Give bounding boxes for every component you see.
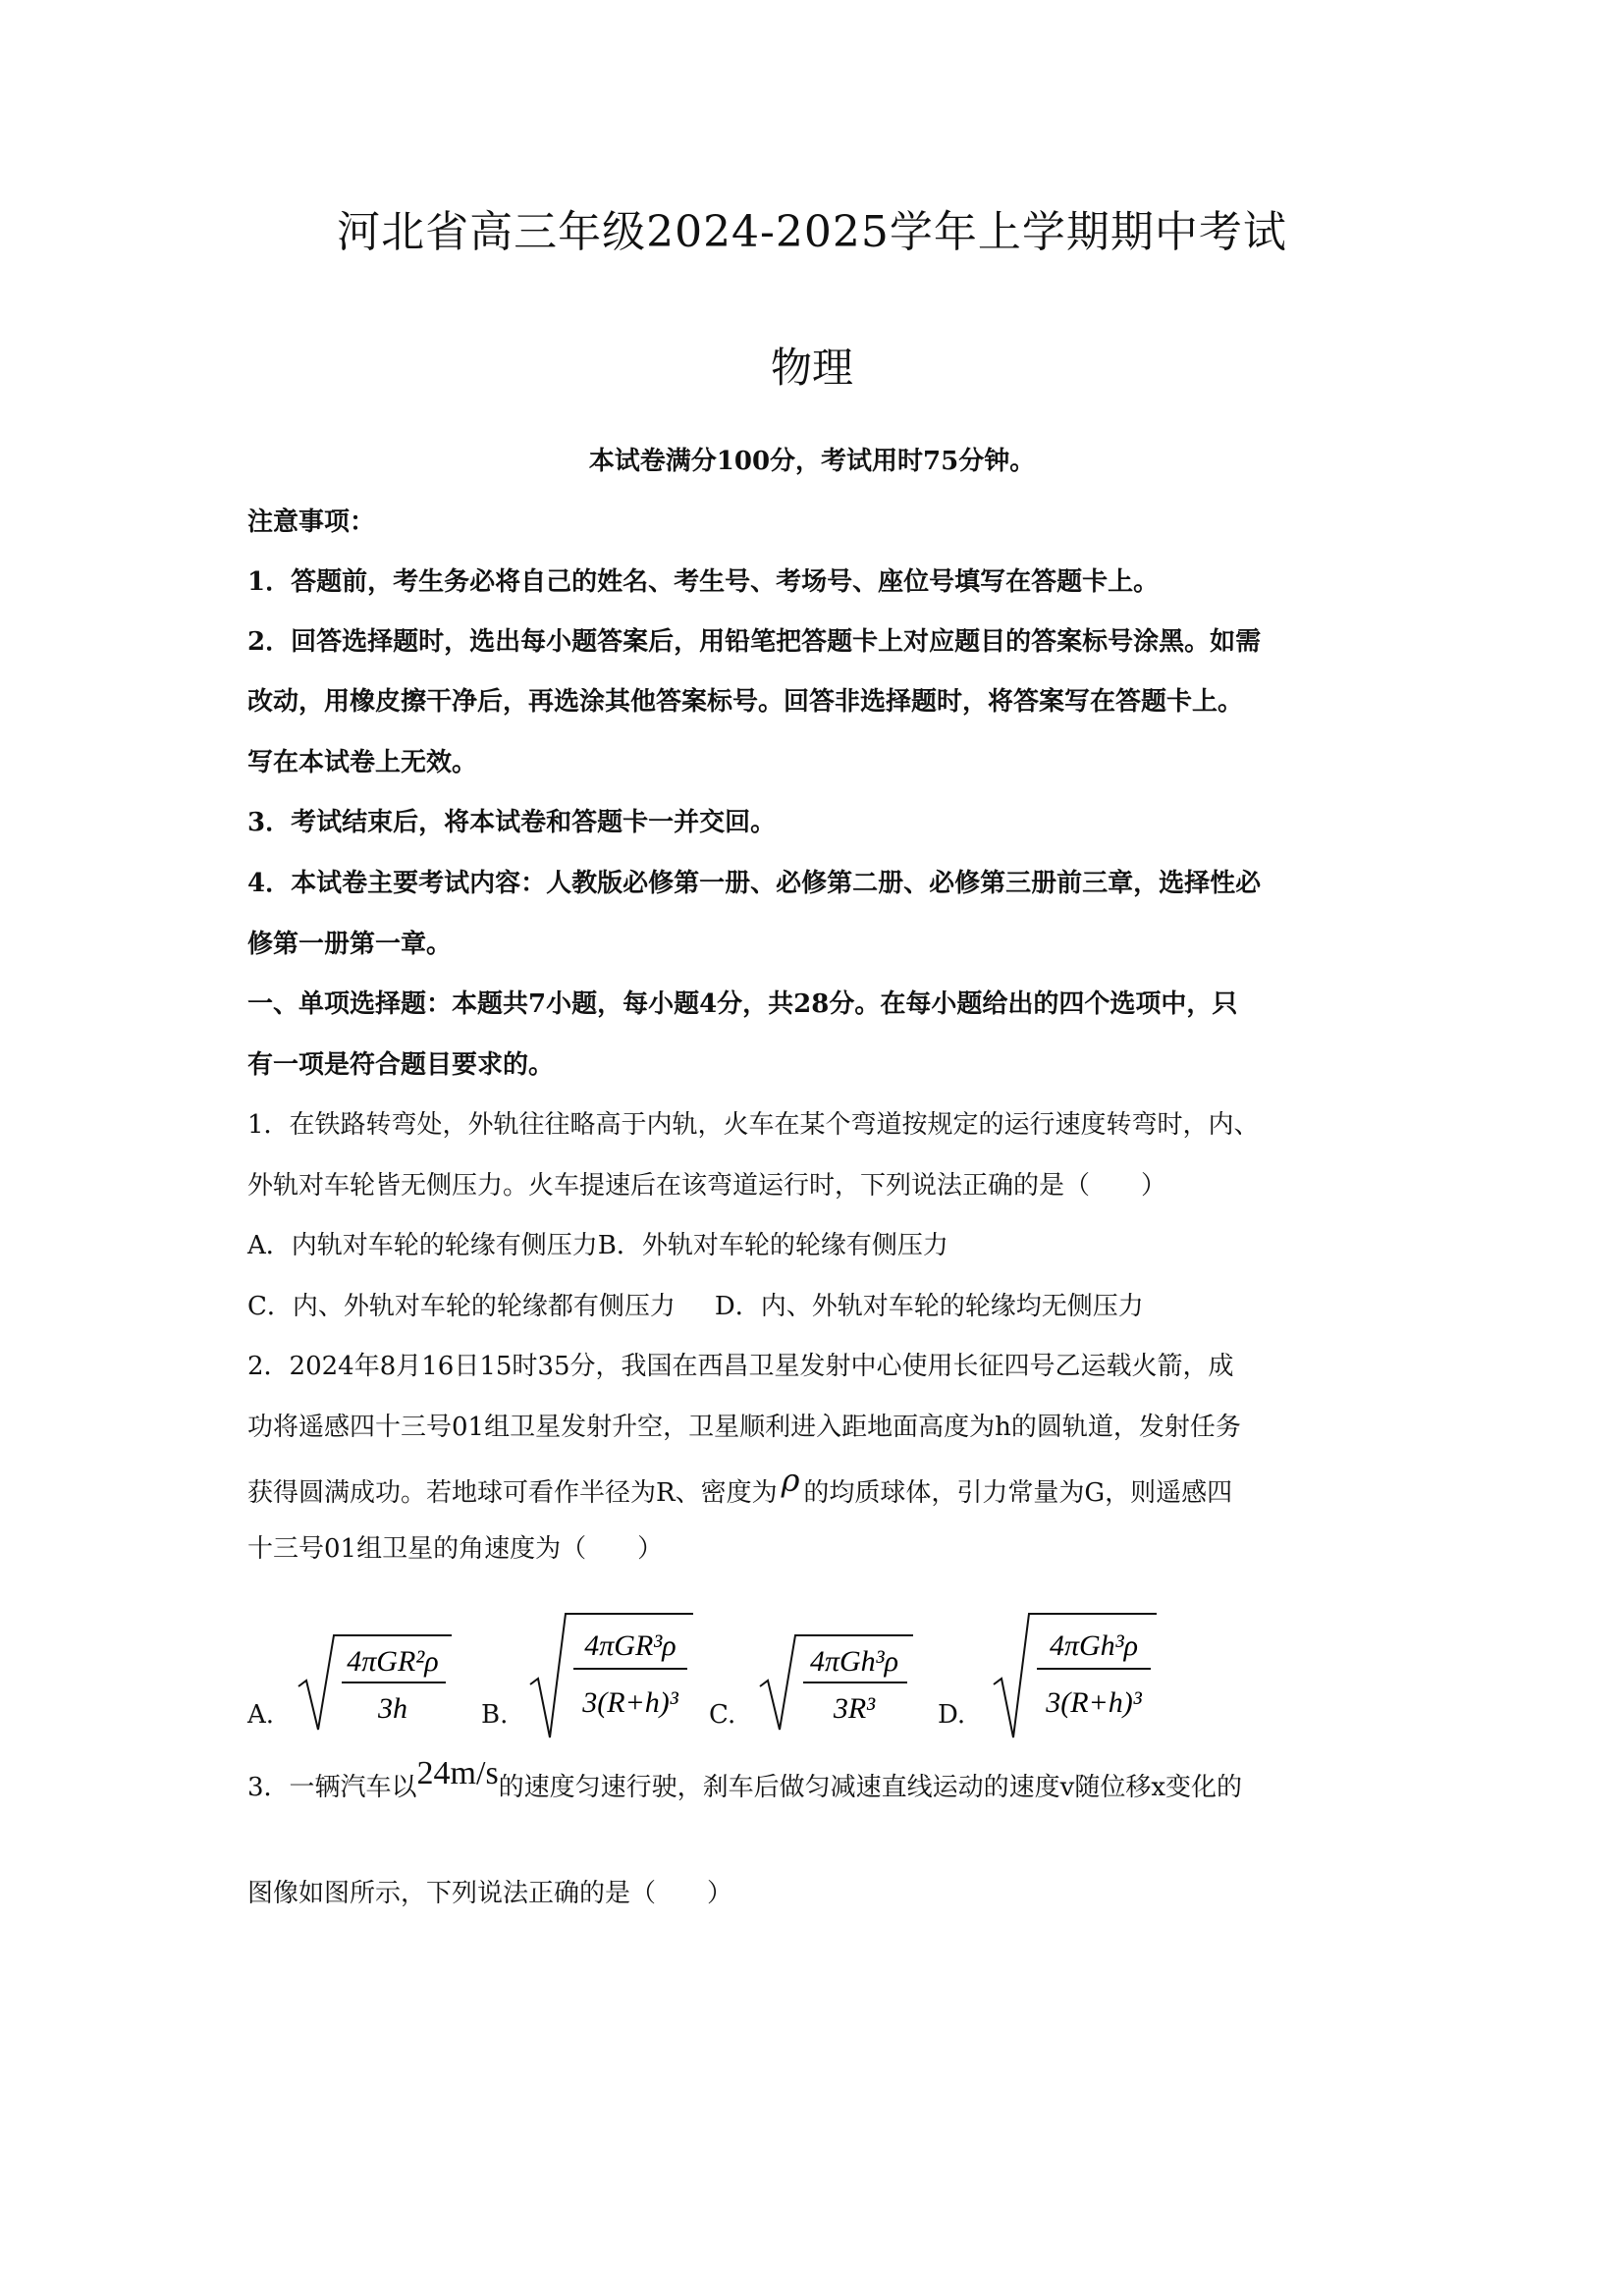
q2-option-label-c: C.: [709, 1700, 736, 1730]
question-text-with-speed: [247, 1755, 1386, 1807]
question-text: 功将遥感四十三号01组卫星发射升空，卫星顺利进入距地面高度为h的圆轨道，发射任务: [247, 1413, 1241, 1442]
question-text-with-rho: [247, 1462, 1386, 1513]
formula-denominator: 3(R+h)³: [1046, 1686, 1142, 1719]
q1-options-row-2: [247, 1287, 1386, 1326]
q2-formula-c: [758, 1628, 915, 1735]
q2-option-label-a: A.: [247, 1700, 275, 1730]
section-heading: 一、单项选择题：本题共7小题，每小题4分，共28分。在每小题给出的四个选项中，只: [247, 989, 1238, 1019]
notice-item: 4．本试卷主要考试内容：人教版必修第一册、必修第二册、必修第三册前三章，选择性必: [247, 869, 1262, 898]
question-text: 十三号01组卫星的角速度为（ ）: [247, 1534, 664, 1564]
q2-formula-a: [297, 1628, 454, 1735]
formula-numerator: 4πGh³ρ: [809, 1645, 899, 1678]
question-text: 1．在铁路转弯处，外轨往往略高于内轨，火车在某个弯道按规定的运行速度转弯时，内、: [247, 1110, 1260, 1140]
exam-title: 河北省高三年级2024-2025学年上学期期中考试: [337, 207, 1287, 257]
exam-info: 本试卷满分100分，考试用时75分钟。: [588, 447, 1036, 476]
question-text: 的速度匀速行驶，刹车后做匀减速直线运动的速度v随位移x变化的: [498, 1773, 1243, 1802]
question-text: 图像如图所示，下列说法正确的是（ ）: [247, 1879, 733, 1908]
formula-numerator: 4πGR²ρ: [347, 1645, 439, 1678]
notice-item: 改动，用橡皮擦干净后，再选涂其他答案标号。回答非选择题时，将答案写在答题卡上。: [247, 687, 1244, 717]
speed-value: 24m/s: [416, 1755, 499, 1791]
q2-formula-d: [992, 1606, 1159, 1743]
formula-denominator: 3R³: [833, 1692, 876, 1725]
notice-item: 修第一册第一章。: [247, 930, 453, 959]
rho-symbol: ρ: [781, 1462, 800, 1499]
question-text: 外轨对车轮皆无侧压力。火车提速后在该弯道运行时，下列说法正确的是（ ）: [247, 1171, 1167, 1201]
q1-option-b: B．外轨对车轮的轮缘有侧压力: [597, 1231, 948, 1260]
q1-option-c: C．内、外轨对车轮的轮缘都有侧压力: [247, 1292, 676, 1321]
exam-subject: 物理: [770, 344, 853, 392]
notice-item: 2．回答选择题时，选出每小题答案后，用铅笔把答题卡上对应题目的答案标号涂黑。如需: [247, 627, 1262, 657]
q1-option-d: D．内、外轨对车轮的轮缘均无侧压力: [714, 1292, 1144, 1321]
notice-item: 1．答题前，考生务必将自己的姓名、考生号、考场号、座位号填写在答题卡上。: [247, 567, 1160, 597]
question-text: 2．2024年8月16日15时35分，我国在西昌卫星发射中心使用长征四号乙运载火箭，成: [247, 1352, 1234, 1381]
formula-numerator: 4πGh³ρ: [1049, 1629, 1139, 1662]
formula-denominator: 3h: [378, 1692, 407, 1725]
q1-options-row-1: [247, 1226, 1386, 1265]
q1-option-a: A．内轨对车轮的轮缘有侧压力: [247, 1231, 598, 1260]
notice-item: 3．考试结束后，将本试卷和答题卡一并交回。: [247, 808, 777, 837]
formula-numerator: 4πGR³ρ: [584, 1629, 677, 1662]
question-text: 的均质球体，引力常量为G，则遥感四: [803, 1478, 1233, 1508]
q2-option-label-d: D.: [938, 1700, 966, 1730]
question-text: 3．一辆汽车以: [247, 1773, 417, 1802]
section-heading: 有一项是符合题目要求的。: [247, 1050, 555, 1080]
q2-option-label-b: B.: [481, 1700, 509, 1730]
formula-denominator: 3(R+h)³: [582, 1686, 678, 1719]
q2-formula-b: [528, 1606, 695, 1743]
notice-item: 写在本试卷上无效。: [247, 748, 478, 777]
question-text: 获得圆满成功。若地球可看作半径为R、密度为: [247, 1478, 778, 1508]
notice-heading: 注意事项：: [247, 507, 376, 537]
